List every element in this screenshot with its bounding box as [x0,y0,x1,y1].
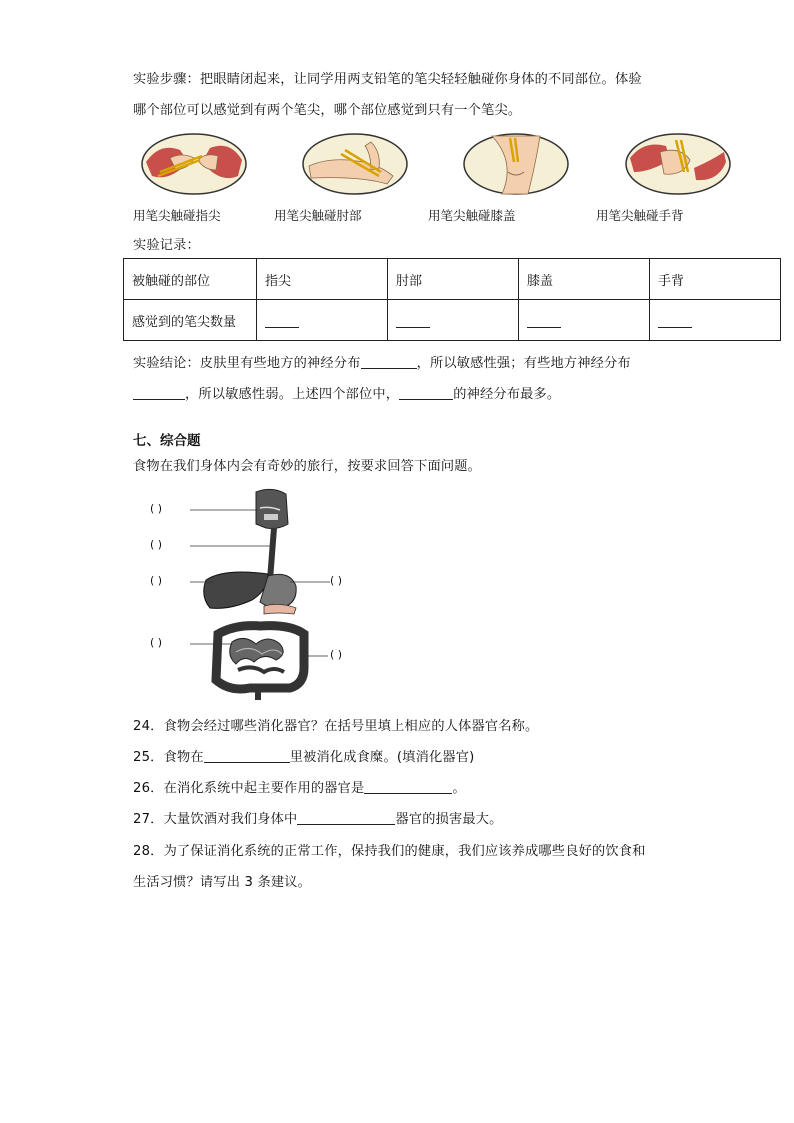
answer-cell[interactable] [257,300,388,341]
question-28-line-1: 28．为了保证消化系统的正常工作，保持我们的健康，我们应该养成哪些良好的饮食和 [133,844,646,859]
record-label: 实验记录： [133,238,200,253]
header-cell: 指尖 [257,259,388,300]
question-27 [133,808,503,827]
diagram-blank-esophagus[interactable]: ( ) [150,538,163,551]
conclusion-text-b: ，所以敏感性强；有些地方神经分布 [416,356,631,371]
knee-illustration [462,132,570,196]
conclusion-blank-1[interactable] [361,355,417,369]
section-intro: 食物在我们身体内会有奇妙的旅行，按要求回答下面问题。 [133,459,482,474]
digestive-system-diagram [140,484,380,704]
diagram-blank-large-intestine[interactable]: ( ) [330,648,343,661]
caption-knee: 用笔尖触碰膝盖 [428,208,516,223]
question-24: 24．食物会经过哪些消化器官？在括号里填上相应的人体器官名称。 [133,719,539,734]
back-of-hand-illustration [624,132,732,196]
header-cell: 膝盖 [519,259,650,300]
conclusion-text-c: ，所以敏感性弱。上述四个部位中， [185,387,400,402]
table-header-row [124,259,781,300]
caption-elbow: 用笔尖触碰肘部 [274,208,362,223]
header-cell: 手背 [650,259,781,300]
answer-blank[interactable] [527,315,561,328]
q26-text-a: 26．在消化系统中起主要作用的器官是 [133,781,365,796]
q27-text-b: 器官的损害最大。 [395,812,503,827]
answer-blank[interactable] [396,315,430,328]
answer-blank[interactable] [658,315,692,328]
conclusion-text-d: 的神经分布最多。 [453,387,561,402]
caption-back-of-hand: 用笔尖触碰手背 [596,208,684,223]
steps-line-2: 哪个部位可以感觉到有两个笔尖，哪个部位感觉到只有一个笔尖。 [133,103,522,118]
steps-line-1: 实验步骤：把眼睛闭起来，让同学用两支铅笔的笔尖轻轻触碰你身体的不同部位。体验 [133,72,642,87]
question-25 [133,746,474,765]
q27-text-a: 27．大量饮酒对我们身体中 [133,812,298,827]
q27-blank[interactable] [297,811,395,825]
fingertip-illustration [140,132,248,196]
conclusion-line-2 [133,383,560,402]
answer-blank[interactable] [265,315,299,328]
diagram-blank-liver[interactable]: ( ) [150,574,163,587]
header-cell: 肘部 [388,259,519,300]
q25-text-a: 25．食物在 [133,750,204,765]
answer-cell[interactable] [650,300,781,341]
answer-cell[interactable] [519,300,650,341]
elbow-illustration [301,132,409,196]
answer-cell[interactable] [388,300,519,341]
diagram-blank-mouth[interactable]: ( ) [150,502,163,515]
diagram-blank-stomach[interactable]: ( ) [330,574,343,587]
q25-blank[interactable] [204,749,290,763]
conclusion-line-1 [133,352,631,371]
table-row [124,300,781,341]
experiment-record-table [123,258,781,341]
conclusion-blank-2[interactable] [133,386,185,400]
conclusion-text-a: 实验结论：皮肤里有些地方的神经分布 [133,356,361,371]
conclusion-blank-3[interactable] [399,386,453,400]
header-cell: 被触碰的部位 [124,259,257,300]
question-26 [133,777,466,796]
question-28-line-2: 生活习惯？请写出 3 条建议。 [133,875,312,890]
q26-blank[interactable] [364,780,452,794]
row-label: 感觉到的笔尖数量 [124,300,257,341]
section-title: 七、综合题 [133,433,201,449]
q26-text-b: 。 [452,781,466,796]
q25-text-b: 里被消化成食糜。(填消化器官) [289,750,475,765]
caption-fingertip: 用笔尖触碰指尖 [133,208,221,223]
diagram-blank-small-intestine[interactable]: ( ) [150,636,163,649]
